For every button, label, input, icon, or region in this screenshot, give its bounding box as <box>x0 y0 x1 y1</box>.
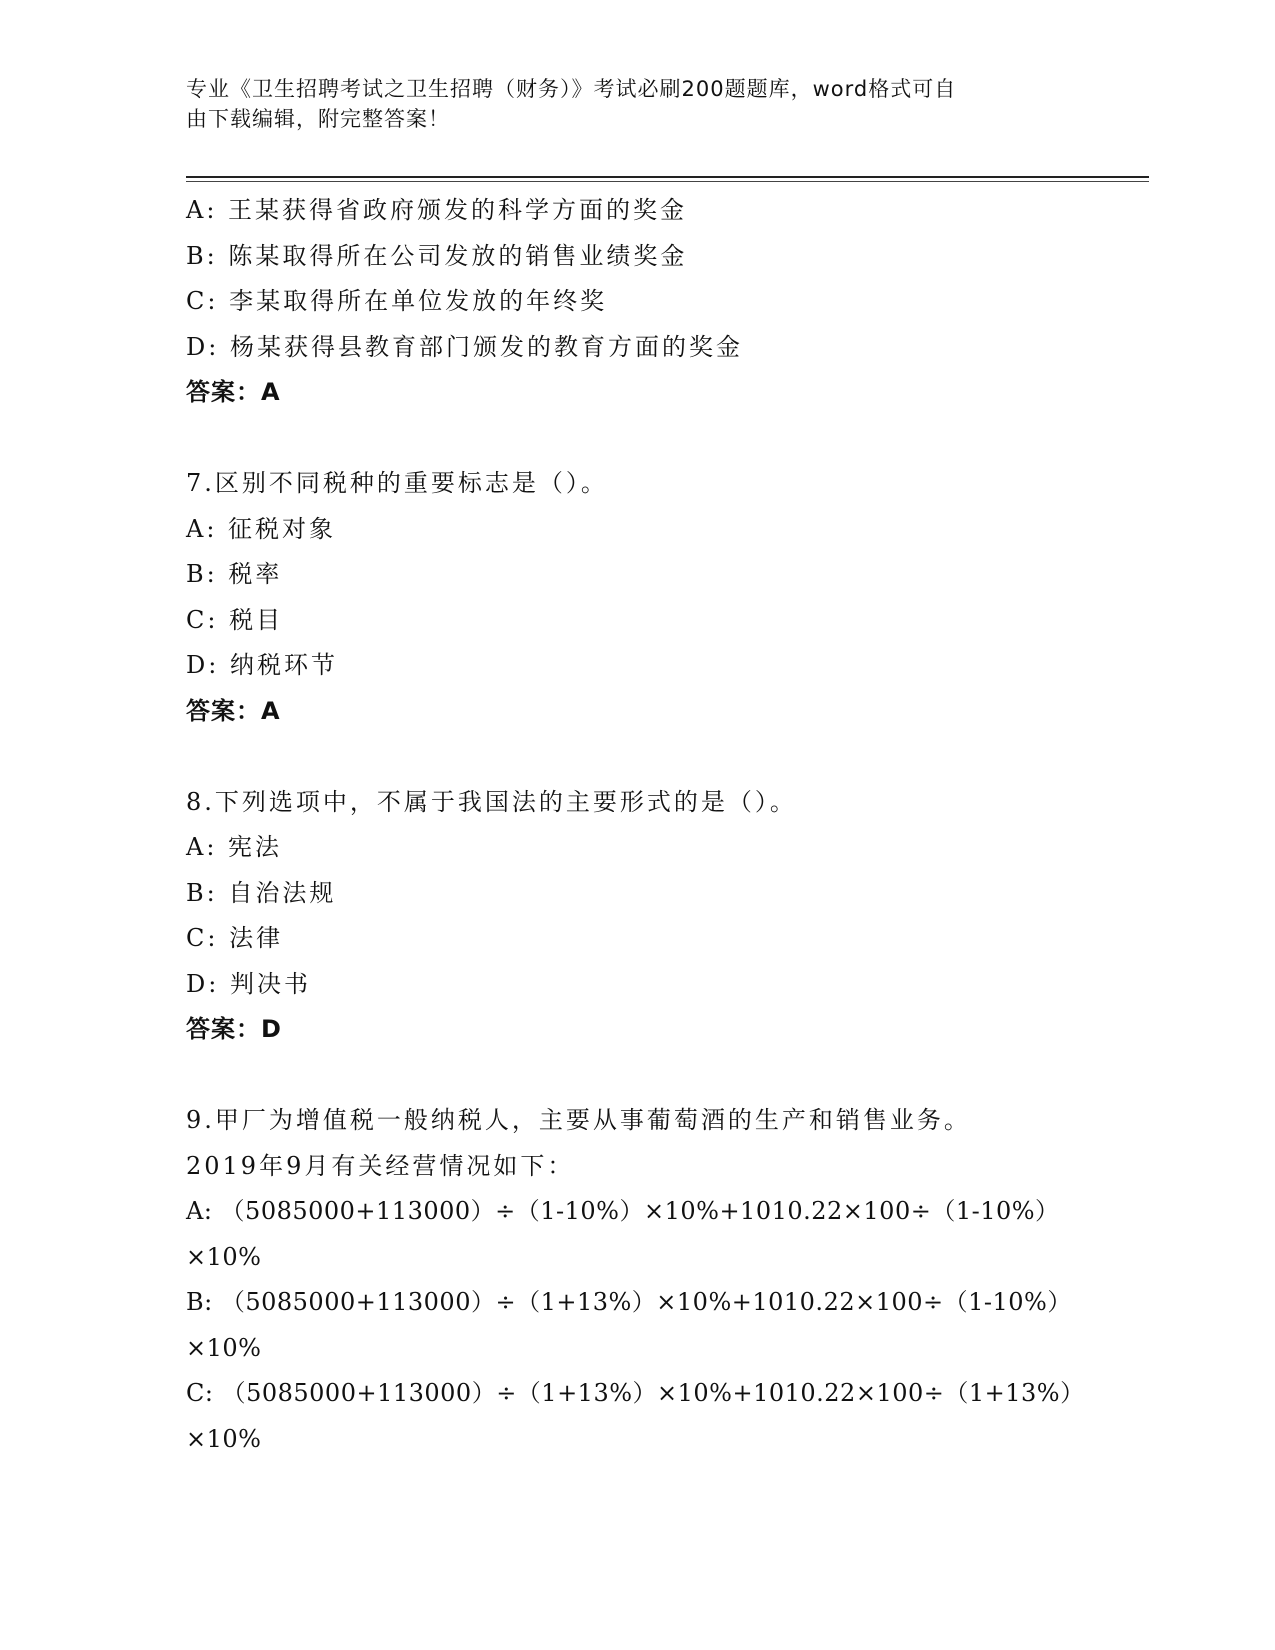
q6-option-a: A: 王某获得省政府颁发的科学方面的奖金 <box>186 196 688 224</box>
q6-option-b: B: 陈某取得所在公司发放的销售业绩奖金 <box>186 241 688 270</box>
q8-option-a: A: 宪法 <box>186 833 283 861</box>
q7-option-d: D: 纳税环节 <box>186 651 338 679</box>
question-6 <box>186 188 1086 416</box>
question-7 <box>186 461 1086 734</box>
q9-option-b-line-1: B: （5085000+113000）÷（1+13%）×10%+1010.22×100÷（1-10%） <box>186 1288 1072 1316</box>
q7-answer: 答案：A <box>186 696 281 725</box>
spacer <box>186 1053 1086 1099</box>
q9-option-c-line-2: ×10% <box>186 1424 262 1453</box>
q9-stem-line-1: 9.甲厂为增值税一般纳税人，主要从事葡萄酒的生产和销售业务。 <box>186 1106 971 1134</box>
header-rule-thick <box>186 176 1149 178</box>
question-9 <box>186 1098 1086 1462</box>
q8-stem: 8.下列选项中，不属于我国法的主要形式的是（）。 <box>186 787 797 816</box>
q9-option-a-line-1: A: （5085000+113000）÷（1-10%）×10%+1010.22×100÷（1-10%） <box>186 1197 1060 1225</box>
q7-stem: 7.区别不同税种的重要标志是（）。 <box>186 469 608 497</box>
document-header <box>186 74 1066 134</box>
q7-option-b: B: 税率 <box>186 560 283 588</box>
q8-answer: 答案：D <box>186 1015 282 1043</box>
q8-option-c: C: 法律 <box>186 924 284 952</box>
q8-option-d: D: 判决书 <box>186 969 311 998</box>
q7-option-c: C: 税目 <box>186 605 284 634</box>
header-line-2: 由下载编辑，附完整答案！ <box>186 107 450 131</box>
q9-option-c-line-1: C: （5085000+113000）÷（1+13%）×10%+1010.22×100÷（1+13%） <box>186 1379 1085 1407</box>
question-list <box>186 188 1086 1462</box>
spacer <box>186 734 1086 780</box>
q6-answer: 答案：A <box>186 378 281 406</box>
header-rule-thin <box>186 181 1149 182</box>
spacer <box>186 416 1086 462</box>
header-line-1: 专业《卫生招聘考试之卫生招聘（财务）》考试必刷200题题库，word格式可自 <box>186 77 957 101</box>
q6-option-c: C: 李某取得所在单位发放的年终奖 <box>186 287 608 315</box>
q6-option-d: D: 杨某获得县教育部门颁发的教育方面的奖金 <box>186 332 743 361</box>
question-8 <box>186 780 1086 1053</box>
q9-stem-line-2: 2019年9月有关经营情况如下： <box>186 1151 575 1180</box>
q9-option-a-line-2: ×10% <box>186 1242 262 1271</box>
q8-option-b: B: 自治法规 <box>186 878 337 907</box>
q9-option-b-line-2: ×10% <box>186 1333 262 1362</box>
q7-option-a: A: 征税对象 <box>186 514 337 543</box>
